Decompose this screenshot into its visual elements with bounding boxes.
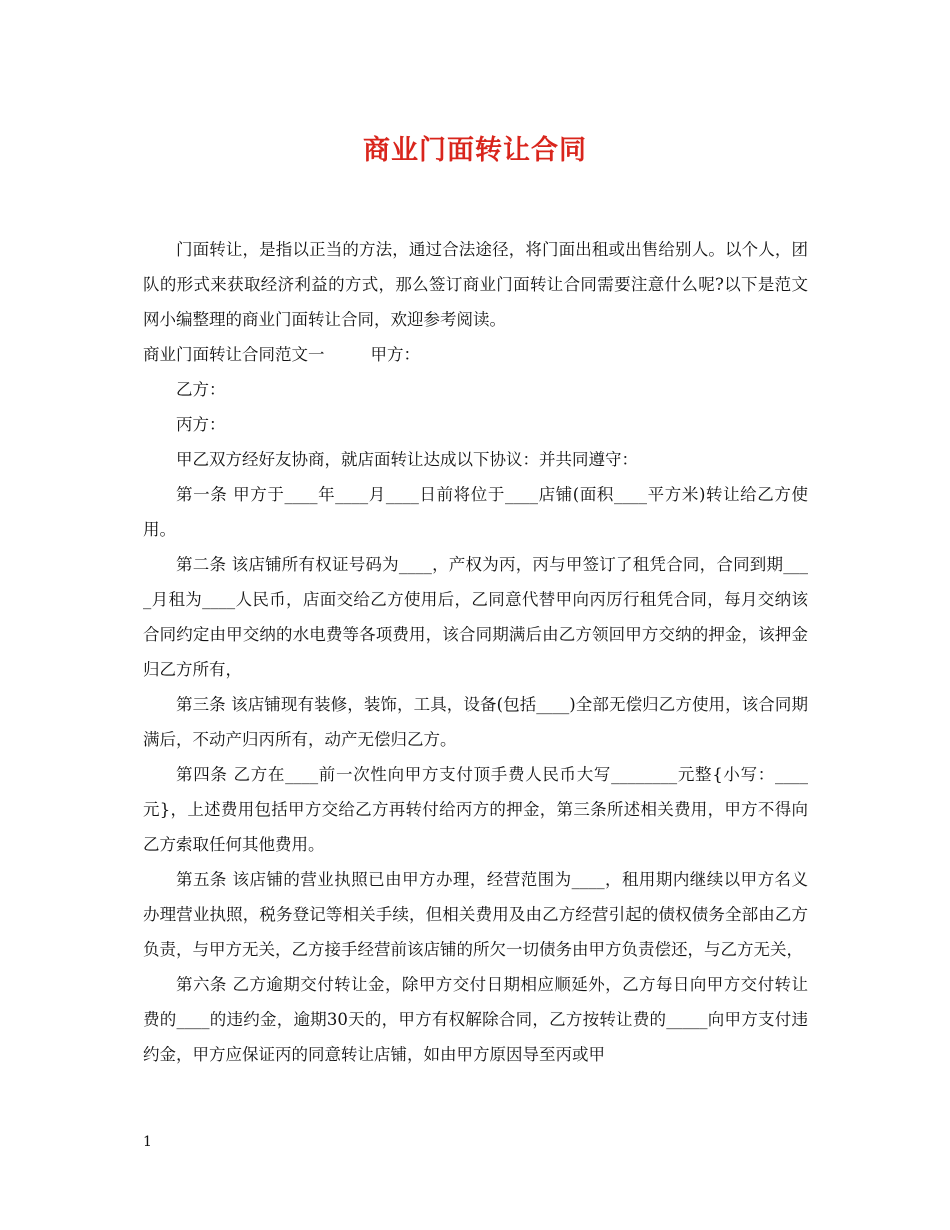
document-body	[143, 232, 808, 1072]
article-3: 第三条 该店铺现有装修，装饰，工具，设备(包括____)全部无偿归乙方使用，该合同期满后，不动产归丙所有，动产无偿归乙方。	[143, 695, 808, 749]
page-number: 1	[143, 1134, 152, 1150]
sample-heading-line	[143, 337, 808, 372]
preamble-paragraph: 甲乙双方经好友协商，就店面转让达成以下协议：并共同遵守：	[176, 450, 638, 469]
article-1: 第一条 甲方于____年____月____日前将位于____店铺(面积____平方米)转让给乙方使用。	[143, 485, 808, 539]
article-2: 第二条 该店铺所有权证号码为____，产权为丙，丙与甲签订了租凭合同，合同到期____月租为____人民币，店面交给乙方使用后，乙同意代替甲向丙厉行租凭合同，每月交纳该合同约定由甲交纳的水电费等各项费用，该合同期满后由乙方领回甲方交纳的押金，该押金归乙方所有，	[143, 555, 808, 679]
document-title: 商业门面转让合同	[363, 135, 587, 166]
sample-heading: 商业门面转让合同范文一	[143, 345, 325, 364]
party-b-label: 乙方：	[176, 380, 226, 399]
article-6: 第六条 乙方逾期交付转让金，除甲方交付日期相应顺延外，乙方每日向甲方交付转让费的____的违约金，逾期30天的，甲方有权解除合同，乙方按转让费的_____向甲方支付违约金，甲方应保证丙的同意转让店铺，如由甲方原因导至丙或甲	[143, 975, 808, 1064]
article-4: 第四条 乙方在____前一次性向甲方支付顶手费人民币大写________元整{小写：____元}，上述费用包括甲方交给乙方再转付给丙方的押金，第三条所述相关费用，甲方不得向乙方索取任何其他费用。	[143, 765, 808, 854]
party-a-label: 甲方：	[370, 345, 420, 364]
intro-paragraph: 门面转让，是指以正当的方法，通过合法途径，将门面出租或出售给别人。以个人，团队的形式来获取经济利益的方式，那么签订商业门面转让合同需要注意什么呢?以下是范文网小编整理的商业门面转让合同，欢迎参考阅读。	[143, 240, 808, 329]
article-5: 第五条 该店铺的营业执照已由甲方办理，经营范围为____，租用期内继续以甲方名义办理营业执照，税务登记等相关手续，但相关费用及由乙方经营引起的债权债务全部由乙方负责，与甲方无关，乙方接手经营前该店铺的所欠一切债务由甲方负责偿还，与乙方无关，	[143, 870, 808, 959]
party-c-label: 丙方：	[176, 415, 226, 434]
